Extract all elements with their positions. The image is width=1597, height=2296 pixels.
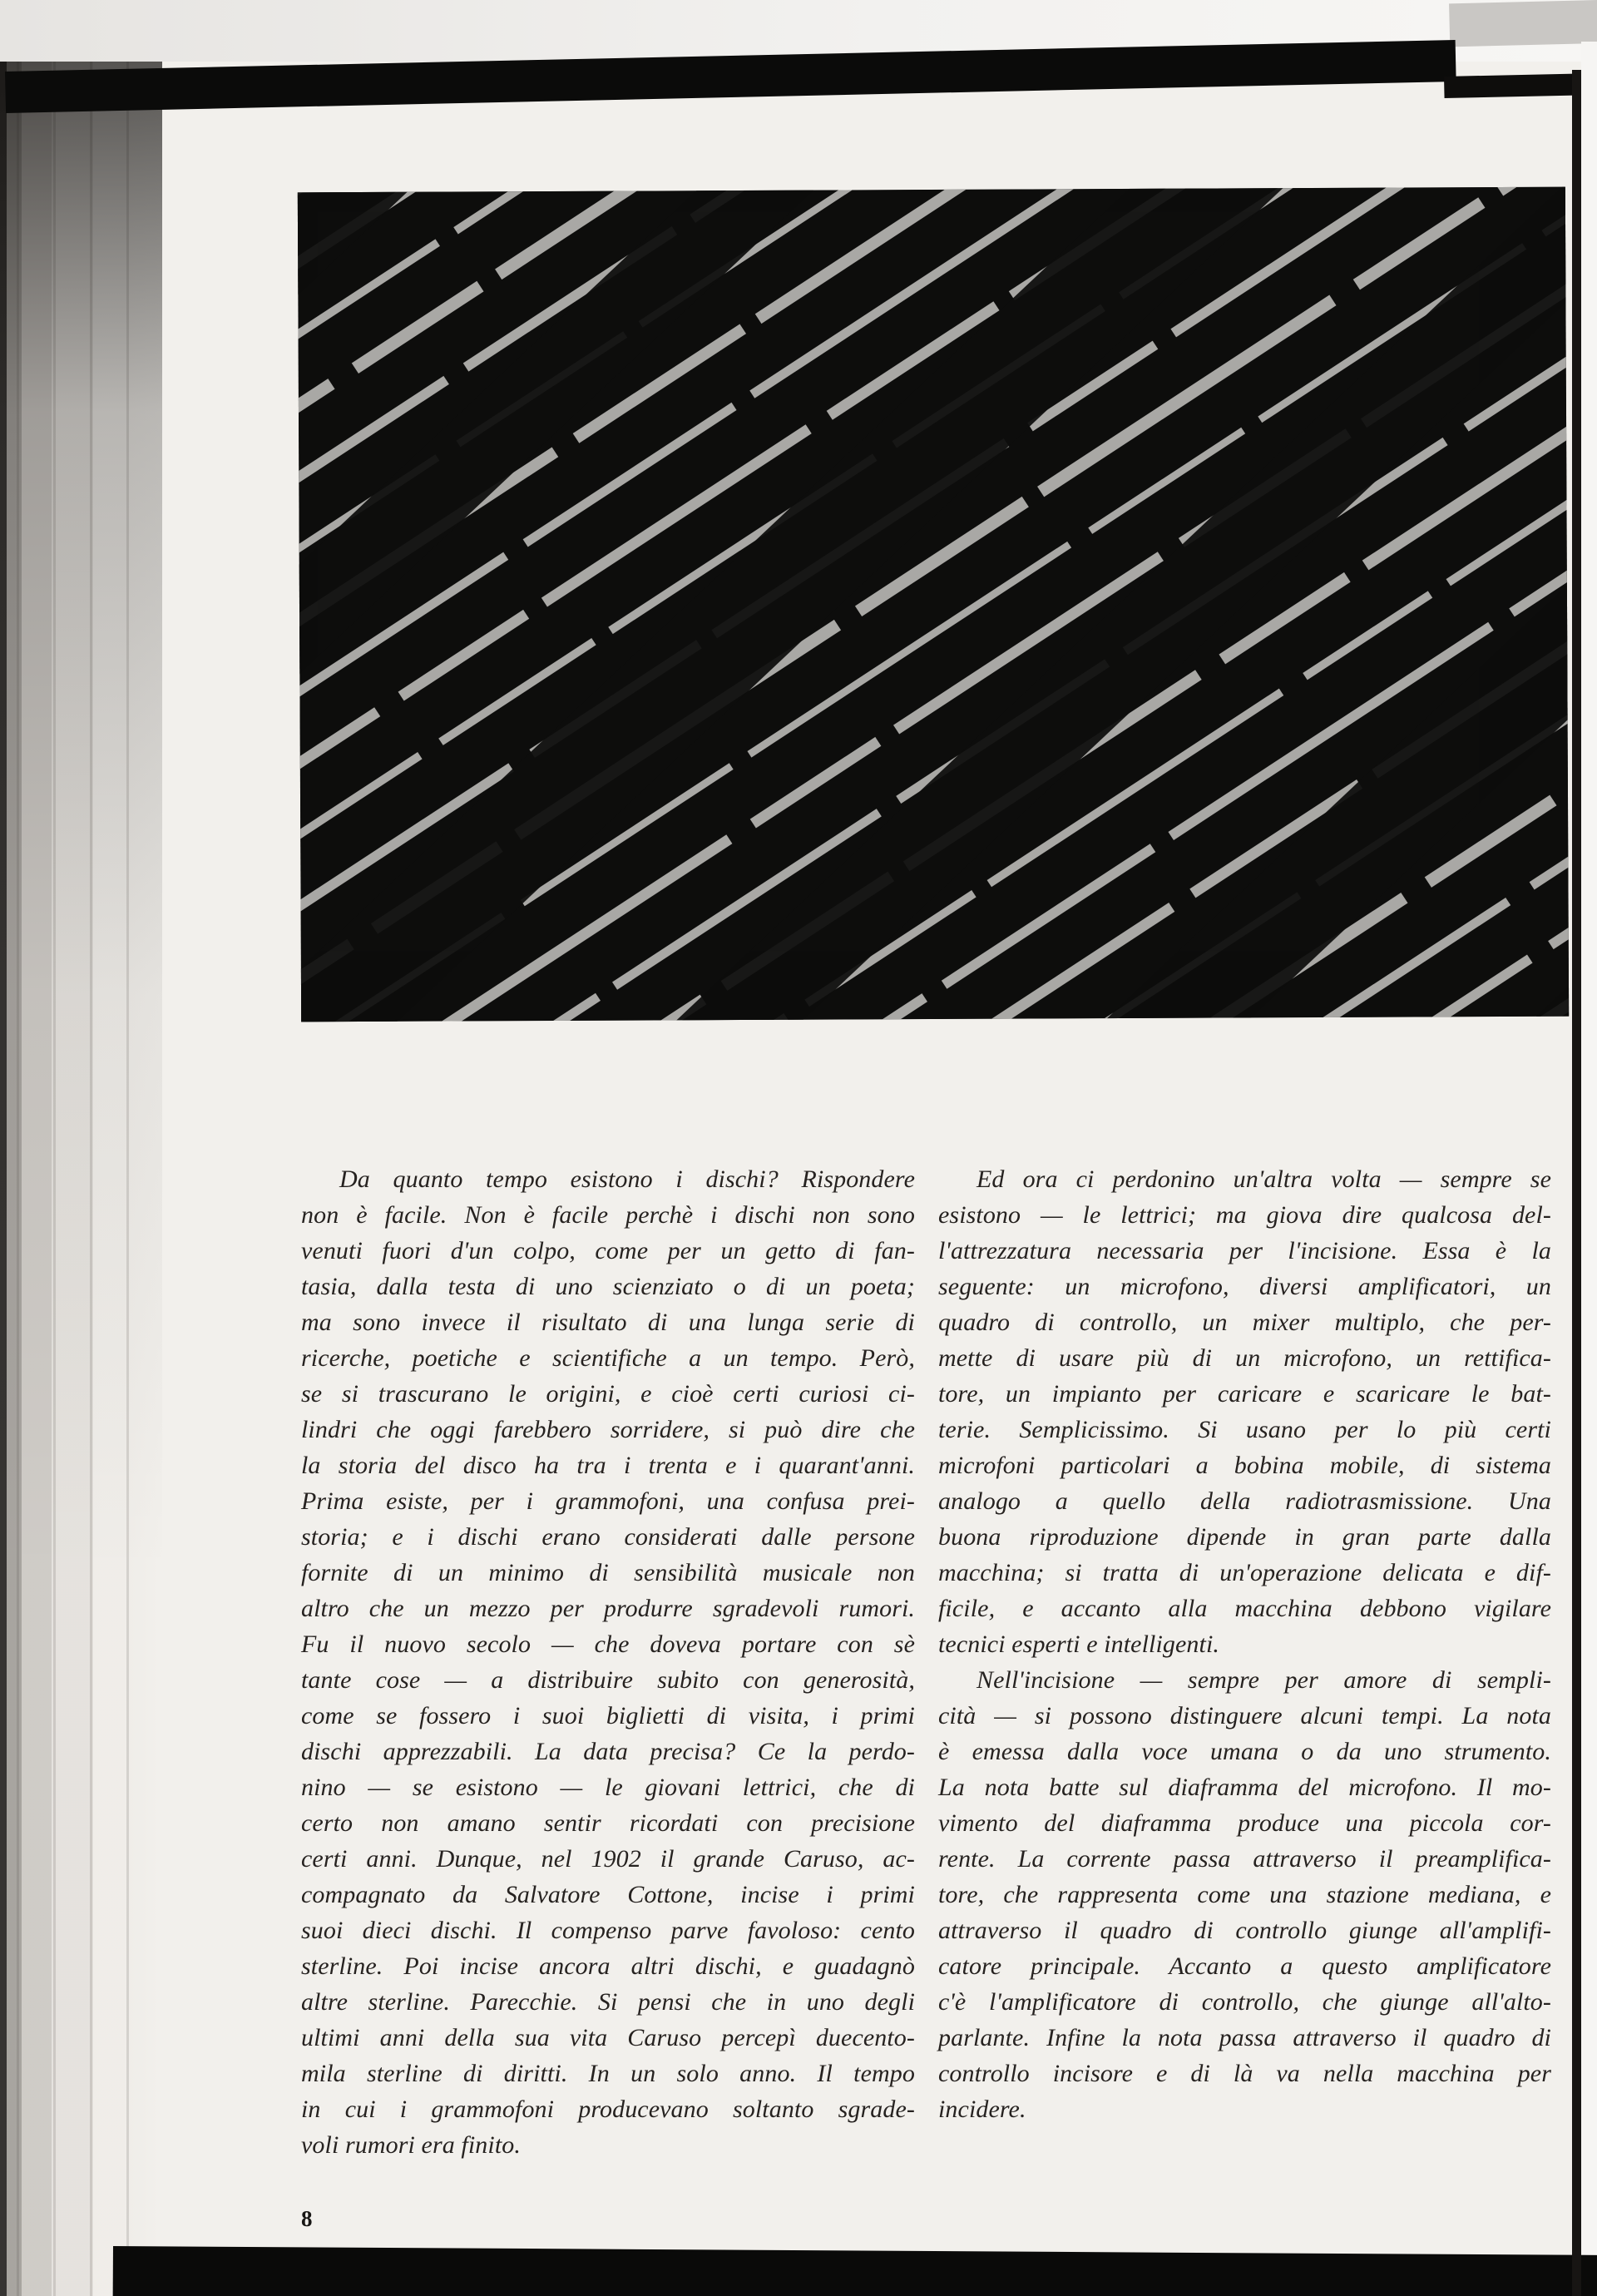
text-line: seguente: un microfono, diversi amplificatori, un <box>938 1273 1551 1300</box>
text-line: c'è l'amplificatore di controllo, che giunge all'alto- <box>938 1988 1551 2016</box>
text-line: ficile, e accanto alla macchina debbono vigilare <box>938 1595 1551 1622</box>
page-right-edge-line <box>1572 70 1581 2296</box>
scan-right-margin <box>1581 42 1597 2296</box>
page-bottom-edge-bar <box>113 2246 1597 2296</box>
text-line: incidere. <box>938 2096 1026 2123</box>
text-line: Ed ora ci perdonino un'altra volta — sempre se <box>976 1165 1551 1193</box>
text-line: certi anni. Dunque, nel 1902 il grande Caruso, ac- <box>301 1845 915 1873</box>
text-line: tante cose — a distribuire subito con generosità, <box>301 1666 915 1694</box>
text-line: l'attrezzatura necessaria per l'incisione. Essa è la <box>938 1237 1551 1264</box>
page-number: 8 <box>301 2206 313 2231</box>
text-line: la storia del disco ha tra i trenta e i quarant'anni. <box>301 1452 915 1479</box>
text-line: rente. La corrente passa attraverso il preamplifica- <box>938 1845 1551 1873</box>
text-line: analogo a quello della radiotrasmissione. Una <box>938 1487 1551 1515</box>
text-line: altro che un mezzo per produrre sgradevoli rumori. <box>301 1595 915 1622</box>
text-column-left <box>301 1161 915 2163</box>
page-top-edge-bar-right <box>1444 73 1585 98</box>
book-gutter-shadow <box>0 53 162 2296</box>
text-line: voli rumori era finito. <box>301 2131 521 2159</box>
text-line: nino — se esistono — le giovani lettrici, che di <box>301 1774 915 1801</box>
text-column-right <box>938 1161 1551 2127</box>
text-line: Fu il nuovo secolo — che doveva portare con sè <box>301 1630 915 1658</box>
text-line: fornite di un minimo di sensibilità musicale non <box>301 1559 915 1586</box>
text-line: terie. Semplicissimo. Si usano per lo più certi <box>938 1416 1551 1443</box>
text-line: altre sterline. Parecchie. Si pensi che in uno degli <box>301 1988 915 2016</box>
text-line: vimento del diaframma produce una piccola cor- <box>938 1809 1551 1837</box>
text-line: tore, un impianto per caricare e scaricare le bat- <box>938 1380 1551 1408</box>
text-line: non è facile. Non è facile perchè i dischi non sono <box>301 1201 915 1229</box>
text-line: è emessa dalla voce umana o da uno strumento. <box>938 1738 1551 1765</box>
text-line: certo non amano sentir ricordati con precisione <box>301 1809 915 1837</box>
text-line: Da quanto tempo esistono i dischi? Rispondere <box>339 1165 915 1193</box>
text-line: lindri che oggi farebbero sorridere, si può dire che <box>301 1416 915 1443</box>
text-line: suoi dieci dischi. Il compenso parve favoloso: cento <box>301 1917 915 1944</box>
text-line: catore principale. Accanto a questo amplificatore <box>938 1952 1551 1980</box>
text-line: in cui i grammofoni producevano soltanto sgrade- <box>301 2096 915 2123</box>
text-line: ma sono invece il risultato di una lunga serie di <box>301 1309 915 1336</box>
text-line: compagnato da Salvatore Cottone, incise i primi <box>301 1881 915 1908</box>
text-line: venuti fuori d'un colpo, come per un getto di fan- <box>301 1237 915 1264</box>
text-line: tore, che rappresenta come una stazione mediana, e <box>938 1881 1551 1908</box>
text-line: quadro di controllo, un mixer multiplo, che per- <box>938 1309 1551 1336</box>
text-line: controllo incisore e di là va nella macchina per <box>938 2060 1551 2087</box>
text-line: Nell'incisione — sempre per amore di sempli- <box>976 1666 1551 1694</box>
text-line: storia; e i dischi erano considerati dalle persone <box>301 1523 915 1551</box>
text-line: microfoni particolari a bobina mobile, di sistema <box>938 1452 1551 1479</box>
text-line: attraverso il quadro di controllo giunge all'amplifi- <box>938 1917 1551 1944</box>
text-line: tasia, dalla testa di uno scienziato o di un poeta; <box>301 1273 915 1300</box>
groove-photo <box>298 187 1569 1022</box>
text-line: sterline. Poi incise ancora altri dischi, e guadagnò <box>301 1952 915 1980</box>
text-line: buona riproduzione dipende in gran parte dalla <box>938 1523 1551 1551</box>
text-line: ultimi anni della sua vita Caruso percepì duecento- <box>301 2024 915 2051</box>
text-line: parlante. Infine la nota passa attraverso il quadro di <box>938 2024 1551 2051</box>
text-line: mila sterline di diritti. In un solo anno. Il tempo <box>301 2060 915 2087</box>
text-line: dischi apprezzabili. La data precisa? Ce la perdo- <box>301 1738 915 1765</box>
text-line: Prima esiste, per i grammofoni, una confusa prei- <box>301 1487 915 1515</box>
text-line: se si trascurano le origini, e cioè certi curiosi ci- <box>301 1380 915 1408</box>
scan-corner-shadow <box>1449 0 1597 47</box>
text-line: esistono — le lettrici; ma giova dire qualcosa del- <box>938 1201 1551 1229</box>
text-line: La nota batte sul diaframma del microfono. Il mo- <box>938 1774 1551 1801</box>
groove-photo-graphic <box>298 187 1569 1022</box>
text-line: come se fossero i suoi biglietti di visita, i primi <box>301 1702 915 1729</box>
text-line: tecnici esperti e intelligenti. <box>938 1630 1219 1658</box>
text-line: mette di usare più di un microfono, un rettifica- <box>938 1344 1551 1372</box>
text-line: cità — si possono distinguere alcuni tempi. La nota <box>938 1702 1551 1729</box>
text-line: ricerche, poetiche e scientifiche a un tempo. Però, <box>301 1344 915 1372</box>
text-line: macchina; si tratta di un'operazione delicata e dif- <box>938 1559 1551 1586</box>
